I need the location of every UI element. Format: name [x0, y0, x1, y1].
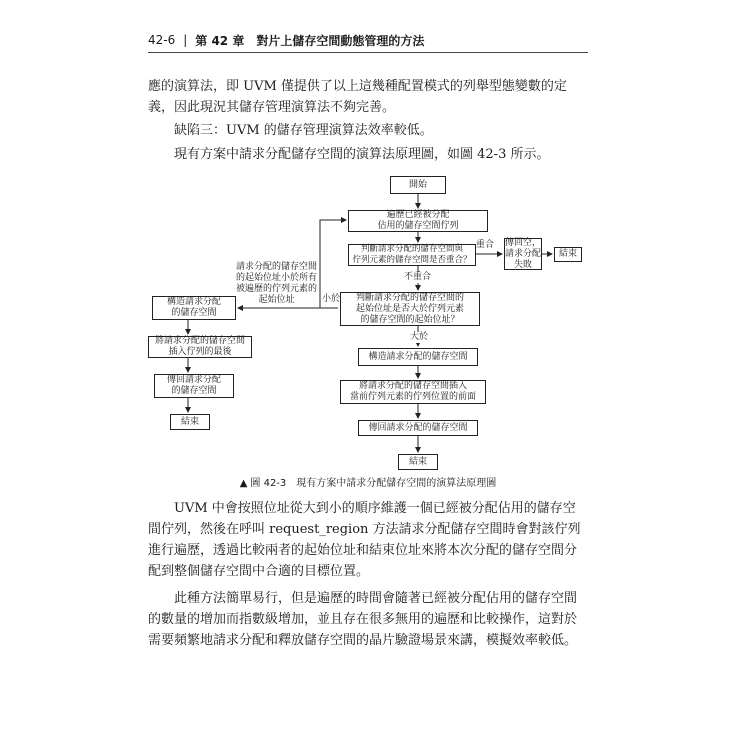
flow-end-left: 結束	[170, 414, 210, 430]
flow-insert-last: 將請求分配的儲存空間 插入佇列的最後	[148, 336, 252, 358]
flow-return-right: 傳回請求分配的儲存空間	[358, 420, 478, 436]
flow-label-greater: 大於	[410, 332, 429, 342]
header-separator: |	[183, 33, 188, 47]
paragraph-3: 現有方案中請求分配儲存空間的演算法原理圖，如圖 42-3 所示。	[174, 147, 550, 162]
flow-build-right: 構造請求分配的儲存空間	[358, 348, 478, 366]
flow-end-bottom: 結束	[398, 454, 438, 470]
paragraph-5: 此種方法簡單易行，但是遍歷的時間會隨著已經被分配佔用的儲存空間的數量的增加而指數級增加，並且存在很多無用的遍歷和比較操作，這對於需要頻繁地請求分配和釋放儲存空間的晶片驗證場景來講，模擬效率較低。	[148, 591, 578, 648]
page-number: 42-6	[148, 33, 176, 47]
paragraph-2: 缺陷三：UVM 的儲存管理演算法效率較低。	[174, 123, 433, 138]
flow-insert-front: 將請求分配的儲存空間插入 當前佇列元素的佇列位置的前面	[340, 380, 486, 404]
flow-judge-start: 判斷請求分配的儲存空間的 起始位址是否大於佇列元素 的儲存空間的起始位址？	[340, 292, 480, 326]
paragraph-1: 應的演算法，即 UVM 僅提供了以上這幾種配置模式的列舉型態變數的定義，因此現況其儲存管理演算法不夠完善。	[148, 79, 567, 115]
flow-start: 開始	[390, 176, 446, 194]
flow-label-not-overlap: 不重合	[404, 272, 432, 282]
chapter-label: 第 42 章	[195, 33, 245, 48]
flow-end-right: 結束	[554, 247, 582, 262]
paragraph-4: UVM 中會按照位址從大到小的順序維護一個已經被分配佔用的儲存空間佇列，然後在呼叫 request_region 方法請求分配儲存空間時會對該佇列進行遍歷，透過比較兩者的起始位址和結束位址來將本次分配的儲存空間分配到整個儲存空間中合適的目標位置。	[148, 501, 581, 579]
header-rule	[148, 52, 588, 53]
flow-return-left: 傳回請求分配 的儲存空間	[154, 374, 234, 398]
flow-build-left: 構造請求分配 的儲存空間	[152, 296, 236, 320]
flow-label-overlap: 重合	[476, 240, 495, 250]
flow-traverse: 遍歷已經被分配 佔用的儲存空間佇列	[348, 210, 488, 232]
flow-return-fail: 傳回空， 請求分配 失敗	[505, 237, 542, 270]
running-header	[148, 30, 588, 50]
caption-text: 圖 42-3 現有方案中請求分配儲存空間的演算法原理圖	[250, 478, 497, 489]
flow-judge-overlap: 判斷請求分配的儲存空間與 佇列元素的儲存空間是否重合？	[348, 244, 476, 266]
flow-label-less: 小於	[322, 294, 341, 304]
figure-caption	[148, 474, 588, 489]
chapter-title: 對片上儲存空間動態管理的方法	[256, 33, 425, 48]
flow-note-left: 請求分配的儲存空間 的起始位址小於所有 被遍歷的佇列元素的 起始位址	[236, 262, 318, 305]
caption-marker: ▲	[239, 478, 248, 489]
